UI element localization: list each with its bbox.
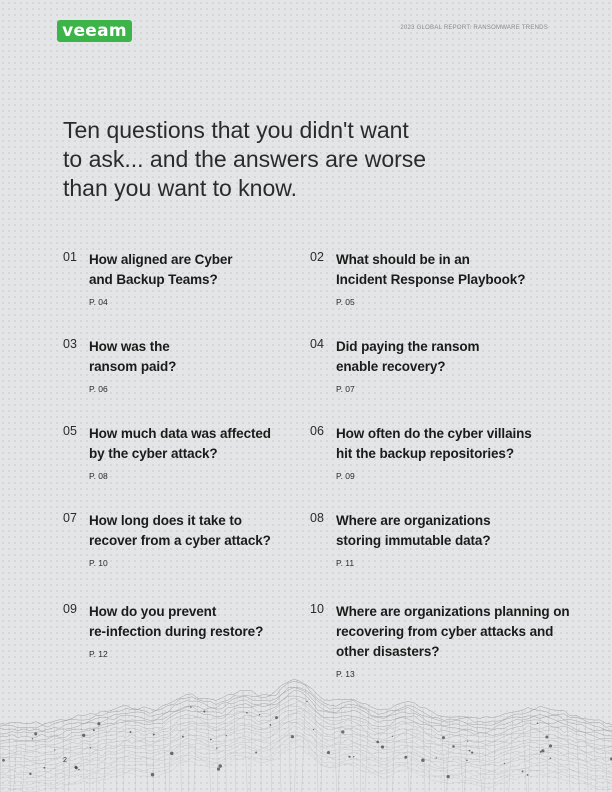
question-text <box>336 424 576 464</box>
question-line: Where are organizations <box>336 513 491 528</box>
question-line: How much data was affected <box>89 426 271 441</box>
question-line: enable recovery? <box>336 359 446 374</box>
page-headline <box>63 116 443 203</box>
question-number: 05 <box>63 424 77 438</box>
question-page-ref: P. 06 <box>89 384 108 394</box>
question-line: re-infection during restore? <box>89 624 264 639</box>
question-text <box>336 250 576 290</box>
question-number: 07 <box>63 511 77 525</box>
headline-line: Ten questions that you didn't want <box>63 117 409 143</box>
question-page-ref: P. 05 <box>336 297 355 307</box>
question-number: 09 <box>63 602 77 616</box>
logo-text: veeam <box>62 20 127 41</box>
question-text <box>89 250 329 290</box>
question-number: 03 <box>63 337 77 351</box>
question-text <box>89 602 329 642</box>
question-line: How long does it take to <box>89 513 242 528</box>
question-line: storing immutable data? <box>336 533 491 548</box>
question-line: How was the <box>89 339 170 354</box>
question-line: and Backup Teams? <box>89 272 218 287</box>
question-number: 08 <box>310 511 324 525</box>
headline-line: than you want to know. <box>63 175 297 201</box>
headline-line: to ask... and the answers are worse <box>63 146 427 172</box>
question-number: 02 <box>310 250 324 264</box>
veeam-logo <box>57 20 132 42</box>
question-page-ref: P. 08 <box>89 471 108 481</box>
report-title-tag: 2023 GLOBAL REPORT: RANSOMWARE TRENDS <box>400 25 548 31</box>
question-line: Where are organizations planning on <box>336 604 570 619</box>
question-page-ref: P. 04 <box>89 297 108 307</box>
question-line: What should be in an <box>336 252 470 267</box>
question-page-ref: P. 12 <box>89 649 108 659</box>
question-line: ransom paid? <box>89 359 177 374</box>
question-number: 10 <box>310 602 324 616</box>
wireframe-landscape-decoration <box>0 662 612 792</box>
question-number: 01 <box>63 250 77 264</box>
question-line: Incident Response Playbook? <box>336 272 526 287</box>
question-page-ref: P. 09 <box>336 471 355 481</box>
question-line: recovering from cyber attacks and <box>336 624 554 639</box>
question-text <box>336 337 576 377</box>
question-text <box>89 424 329 464</box>
question-line: How often do the cyber villains <box>336 426 532 441</box>
page-number: 2 <box>63 757 67 764</box>
question-text <box>89 337 329 377</box>
question-page-ref: P. 13 <box>336 669 355 679</box>
question-line: by the cyber attack? <box>89 446 218 461</box>
question-text <box>89 511 329 551</box>
question-line: hit the backup repositories? <box>336 446 514 461</box>
question-line: other disasters? <box>336 644 440 659</box>
question-page-ref: P. 07 <box>336 384 355 394</box>
question-text <box>336 602 576 662</box>
question-line: How do you prevent <box>89 604 217 619</box>
question-page-ref: P. 11 <box>336 558 355 568</box>
question-line: recover from a cyber attack? <box>89 533 271 548</box>
question-number: 06 <box>310 424 324 438</box>
question-text <box>336 511 576 551</box>
question-line: Did paying the ransom <box>336 339 480 354</box>
question-number: 04 <box>310 337 324 351</box>
question-line: How aligned are Cyber <box>89 252 233 267</box>
question-page-ref: P. 10 <box>89 558 108 568</box>
